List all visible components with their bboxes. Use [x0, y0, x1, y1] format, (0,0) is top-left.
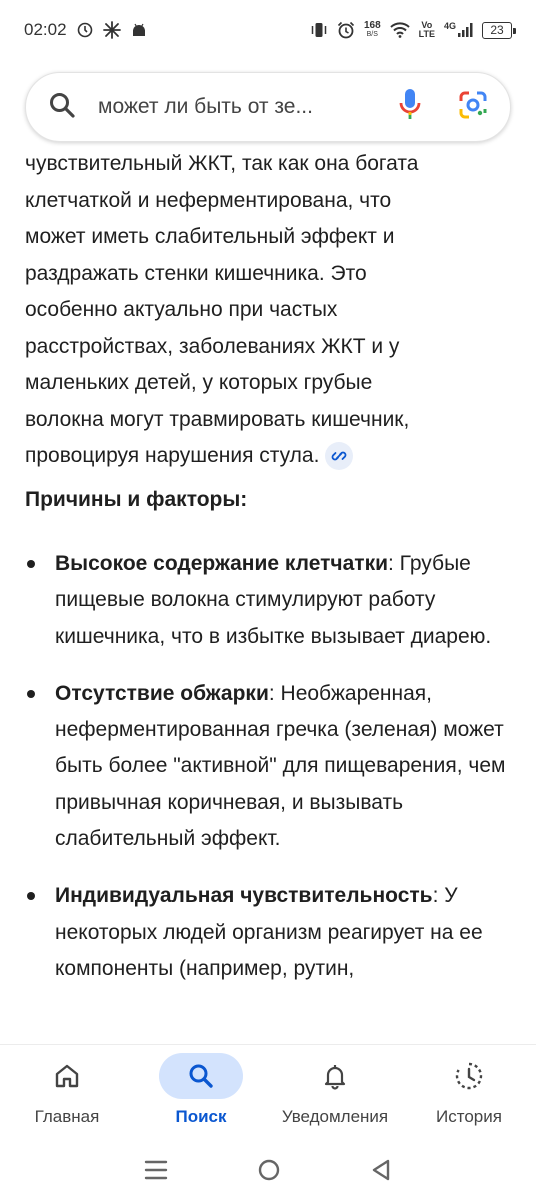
nav-item-search[interactable] [134, 1045, 268, 1144]
nav-icon-container [427, 1053, 511, 1099]
status-time: 02:02 [24, 20, 67, 39]
list-item [25, 878, 515, 987]
list-item-text: : Грубые пищевые волокна стимулируют работу кишечника, что в избытке вызывает диарею. [55, 552, 492, 648]
section-heading: Причины и факторы: [25, 488, 248, 511]
bullet-dot [27, 560, 35, 568]
alarm-icon [77, 22, 93, 38]
history-icon [454, 1061, 484, 1091]
intro-line: чувствительный ЖКТ, так как она богата [25, 152, 419, 175]
net-speed-unit: B/S [366, 31, 378, 38]
nav-label: Уведомления [281, 1107, 389, 1126]
battery-level: 23 [490, 23, 504, 37]
bullet-dot [27, 690, 35, 698]
intro-line: особенно актуально при частых [25, 298, 338, 321]
back-triangle-icon [370, 1158, 392, 1182]
back-button[interactable] [370, 1158, 392, 1187]
list-item-title: Отсутствие обжарки [55, 681, 269, 705]
menu-icon [144, 1159, 168, 1181]
intro-line: клетчаткой и неферментирована, что [25, 188, 392, 212]
wifi-icon [390, 22, 410, 38]
signal-icon [457, 22, 473, 38]
net-speed [364, 21, 381, 39]
search-icon [187, 1062, 215, 1090]
intro-last-line [25, 438, 515, 475]
bottom-nav [0, 1044, 536, 1144]
intro-line: волокна могут травмировать кишечник, [25, 407, 410, 431]
home-button[interactable] [257, 1158, 281, 1187]
vibrate-icon [310, 22, 328, 38]
intro-line: провоцируя нарушения стула. [25, 444, 320, 467]
network-type: 4G [443, 21, 456, 31]
list-item-text: : У некоторых людей организм реагирует на ее компоненты (например, рутин, [55, 884, 483, 980]
nav-label: Главная [34, 1107, 100, 1126]
intro-line: раздражать стенки кишечника. Это [25, 261, 367, 285]
volte-top: Vo [421, 20, 433, 30]
link-icon [331, 448, 347, 464]
nav-item-home[interactable] [0, 1045, 134, 1144]
intro-line: расстройствах, заболеваниях ЖКТ и у [25, 334, 400, 358]
lens-icon[interactable] [458, 90, 488, 125]
volte-bottom: LTE [418, 29, 435, 39]
alarm-clock-icon [337, 21, 355, 39]
causes-list [25, 546, 515, 1008]
list-item [25, 676, 515, 857]
nav-icon-container [159, 1053, 243, 1099]
list-item-title: Индивидуальная чувствительность [55, 884, 433, 908]
nav-label: История [436, 1107, 502, 1126]
intro-line: маленьких детей, у которых грубые [25, 371, 373, 394]
search-icon[interactable] [48, 91, 76, 124]
status-right [310, 21, 512, 39]
volte-indicator [419, 21, 435, 39]
bullet-dot [27, 892, 35, 900]
signal-indicator [444, 22, 473, 38]
status-left [24, 20, 147, 40]
search-input[interactable]: может ли быть от зе... [98, 95, 313, 118]
system-nav-bar [0, 1144, 536, 1200]
bell-icon [321, 1062, 349, 1090]
list-item [25, 546, 515, 655]
android-icon [131, 22, 147, 38]
nav-icon-container [25, 1053, 109, 1099]
nav-label: Поиск [175, 1107, 227, 1126]
intro-line: может иметь слабительный эффект и [25, 225, 395, 248]
list-item-text: : Необжаренная, неферментированная гречка (зеленая) может быть более "активной" для пищеварения, чем привычная коричневая, и вызывать слабительный эффект. [55, 681, 506, 851]
search-bar[interactable] [25, 72, 511, 142]
list-item-title: Высокое содержание клетчатки [55, 552, 388, 575]
status-bar [0, 0, 536, 60]
nav-item-history[interactable] [402, 1045, 536, 1144]
recent-apps-button[interactable] [144, 1159, 168, 1186]
article-content [0, 142, 536, 1044]
nav-icon-container [293, 1053, 377, 1099]
intro-paragraph [25, 146, 515, 475]
battery-icon [482, 22, 512, 39]
mic-icon[interactable] [398, 88, 422, 127]
net-speed-value: 168 [363, 20, 381, 31]
source-link-button[interactable] [325, 442, 353, 470]
circle-icon [257, 1158, 281, 1182]
fan-icon [103, 21, 121, 39]
nav-item-notifications[interactable] [268, 1045, 402, 1144]
home-icon [53, 1062, 81, 1090]
